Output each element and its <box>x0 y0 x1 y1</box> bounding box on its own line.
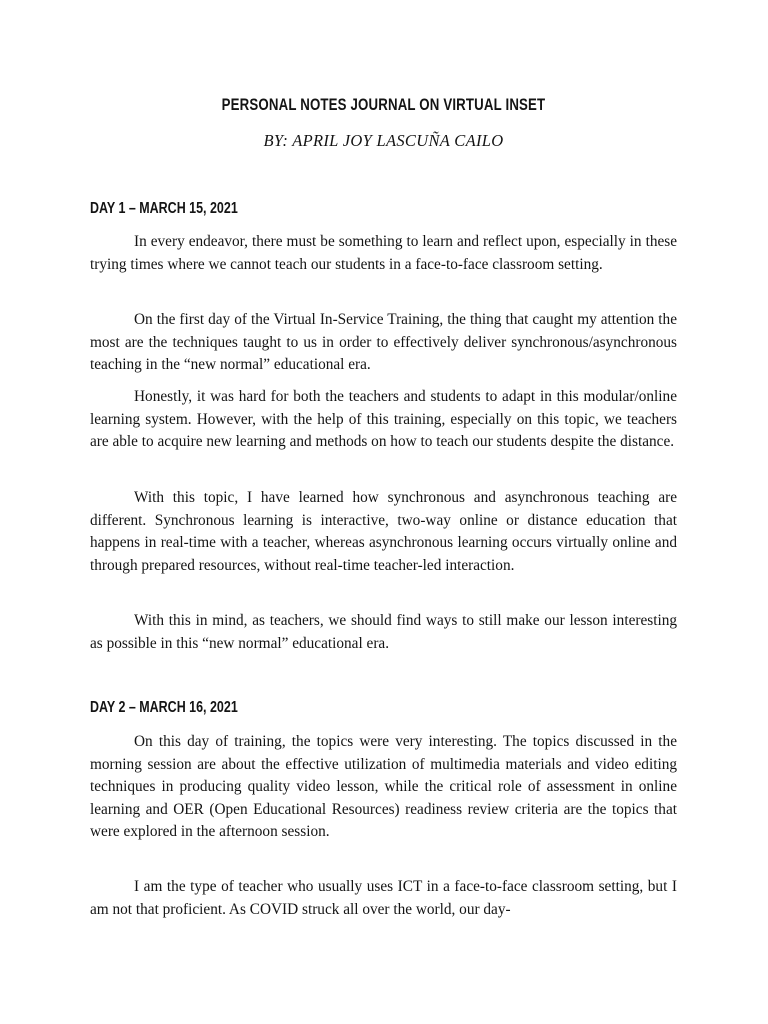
day-1-heading: DAY 1 – MARCH 15, 2021 <box>90 200 238 217</box>
day-2-paragraph-1: On this day of training, the topics were very interesting. The topics discussed in the morning session are about the effective utilization of multimedia materials and video editing techniques in producing quality video lesson, while the critical role of assessment in online learning and OER (Open Educational Resources) readiness review criteria are the topics that were explored in the afternoon session. <box>90 733 677 841</box>
day-1-paragraph-2: On the first day of the Virtual In-Service Training, the thing that caught my attention the most are the techniques taught to us in order to effectively deliver synchronous/asynchronous teaching in the “new normal” educational era. <box>90 311 677 374</box>
document-page <box>90 0 677 1024</box>
day-2-paragraph-2: I am the type of teacher who usually uses ICT in a face-to-face classroom setting, but I am not that proficient. As COVID struck all over the world, our day- <box>90 878 677 918</box>
day-1-paragraph-1: In every endeavor, there must be something to learn and reflect upon, especially in these trying times where we cannot teach our students in a face-to-face classroom setting. <box>90 233 677 273</box>
document-author: BY: APRIL JOY LASCUÑA CAILO <box>263 131 504 150</box>
document-title: PERSONAL NOTES JOURNAL ON VIRTUAL INSET <box>221 95 546 114</box>
day-1-paragraph-4: With this topic, I have learned how synchronous and asynchronous teaching are different. Synchronous learning is interactive, two-way online or distance education that happens in real-time with a teacher, whereas asynchronous learning occurs virtually online and through prepared resources, without real-time teacher-led interaction. <box>90 489 677 574</box>
day-1-paragraph-5: With this in mind, as teachers, we should find ways to still make our lesson interesting as possible in this “new normal” educational era. <box>90 612 677 652</box>
day-1-paragraph-3: Honestly, it was hard for both the teachers and students to adapt in this modular/online learning system. However, with the help of this training, especially on this topic, we teachers are able to acquire new learning and methods on how to teach our students despite the distance. <box>90 388 677 451</box>
day-2-heading: DAY 2 – MARCH 16, 2021 <box>90 699 238 716</box>
